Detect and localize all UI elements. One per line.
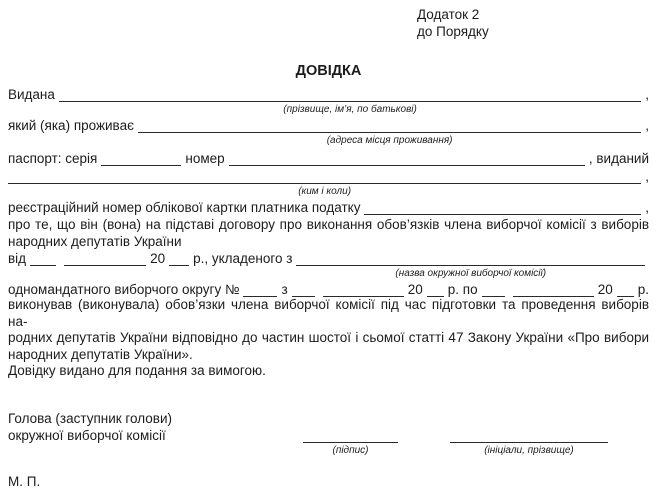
field-passport-issuer	[8, 168, 649, 197]
paragraph-line: про те, що він (вона) на підставі договору про виконання обов’язків члена виборчої комісії з виборів	[8, 217, 649, 232]
blank-line	[138, 117, 641, 133]
field-label: який (яка) проживає	[8, 118, 134, 133]
blank-day	[30, 250, 56, 266]
blank-year-to	[617, 281, 634, 297]
comma: ,	[645, 87, 649, 102]
field-label: одномандатного виборчого округу №	[8, 282, 240, 297]
field-hint: (підпис)	[332, 444, 369, 456]
field-label: р. по	[447, 282, 478, 297]
field-label: 20	[150, 251, 166, 266]
signature-block	[8, 410, 649, 456]
blank-district-number	[243, 281, 277, 297]
signer-role-line-2: окружної виборчої комісії	[8, 427, 166, 443]
blank-line	[296, 250, 645, 266]
blank-initials-surname	[450, 410, 608, 443]
blank-passport-number	[229, 150, 585, 166]
field-label: 20	[597, 282, 613, 297]
name-field	[450, 410, 608, 456]
comma: ,	[645, 169, 649, 184]
blank-month	[64, 250, 146, 266]
seal-placeholder: М. П.	[8, 473, 41, 489]
signer-role-line-1: Голова (заступник голови)	[8, 410, 173, 426]
field-hint: (назва окружної виборчої комісії)	[395, 268, 547, 279]
field-contract-date	[8, 250, 649, 279]
document-title: ДОВІДКА	[295, 63, 362, 79]
field-label: з	[281, 282, 288, 297]
field-label: від	[8, 251, 27, 266]
blank-residence-address	[138, 117, 641, 146]
field-hint: (прізвище, ім’я, по батькові)	[283, 104, 417, 115]
field-hint: (ким і коли)	[298, 186, 352, 197]
blank-passport-issuer	[8, 168, 641, 197]
paragraph-duties	[8, 297, 649, 380]
paragraph-line: виконував (виконувала) обов’язки члена виборчої комісії під час підготовки та проведення виборів на-	[8, 297, 649, 329]
field-hint: (адреса місця проживання)	[326, 135, 453, 146]
annex-note	[417, 6, 649, 40]
blank-month-to	[513, 281, 594, 297]
blank-year	[169, 250, 189, 266]
signature-field	[303, 410, 398, 456]
field-residence-address	[8, 117, 649, 146]
blank-month-from	[323, 281, 404, 297]
blank-passport-series	[101, 150, 181, 166]
annex-line-1: Додаток 2	[417, 7, 480, 22]
field-label: Видана	[8, 87, 55, 102]
field-passport	[8, 150, 649, 166]
field-label: , виданий	[588, 151, 649, 166]
blank-commission-name	[296, 250, 645, 279]
field-hint: (ініціали, прізвище)	[484, 444, 574, 456]
blank-line	[59, 86, 641, 102]
paragraph-line: народних депутатів України».	[8, 346, 193, 362]
blank-tax-number	[364, 199, 641, 215]
field-label: реєстраційний номер облікової картки платника податку	[8, 200, 361, 215]
paragraph-line: народних депутатів України	[8, 233, 182, 249]
blank-signature	[303, 410, 398, 443]
field-label: номер	[185, 151, 225, 166]
field-label: паспорт: серія	[8, 151, 98, 166]
field-tax-number	[8, 199, 649, 215]
field-district-period	[8, 281, 649, 297]
blank-line	[8, 168, 641, 184]
field-label: р.	[637, 282, 649, 297]
paragraph-agreement	[8, 217, 649, 250]
blank-year-from	[427, 281, 444, 297]
blank-day-from	[292, 281, 315, 297]
blank-day-to	[482, 281, 505, 297]
field-recipient-name	[8, 86, 649, 115]
blank-recipient-name	[59, 86, 641, 115]
paragraph-line: родних депутатів України відповідно до частин шостої і сьомої статті 47 Закону України «Про вибори	[8, 330, 649, 345]
comma: ,	[645, 200, 649, 215]
field-label: р., укладеного з	[193, 251, 293, 266]
comma: ,	[645, 118, 649, 133]
issued-statement: Довідку видано для подання за вимогою.	[8, 363, 266, 378]
annex-line-2: до Порядку	[417, 24, 489, 39]
field-label: 20	[407, 282, 423, 297]
